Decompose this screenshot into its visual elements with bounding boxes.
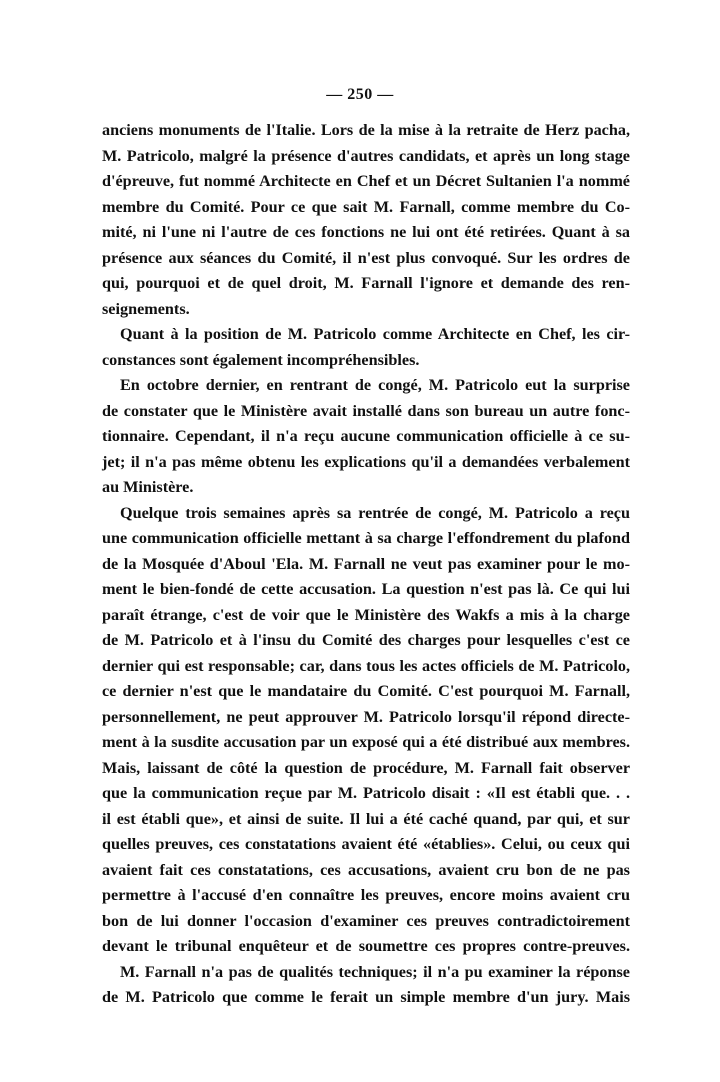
text-line: tionnaire. Cependant, il n'a reçu aucune communication officielle à ce su- xyxy=(102,427,630,445)
text-line: M. Patricolo, malgré la présence d'autres candidats, et après un long stage xyxy=(102,146,630,165)
text-line: de M. Patricolo et à l'insu du Comité des charges pour lesquelles c'est ce xyxy=(102,631,630,649)
text-line: une communication officielle mettant à sa charge l'effondrement du plafond xyxy=(102,529,630,547)
text-line: ment le bien-fondé de cette accusation. La question n'est pas là. Ce qui lui xyxy=(102,580,630,598)
text-line: dernier qui est responsable; car, dans tous les actes officiels de M. Patricolo, xyxy=(102,656,630,675)
text-line: de constater que le Ministère avait installé dans son bureau un autre fonc- xyxy=(102,401,630,420)
text-line: Quant à la position de M. Patricolo comme Architecte en Chef, les cir- xyxy=(120,325,630,343)
text-line: permettre à l'accusé d'en connaître les preuves, encore moins avaient cru xyxy=(102,886,630,904)
text-line: que la communication reçue par M. Patricolo disait : «Il est établi que. . . xyxy=(102,784,630,802)
page-number: — 250 — xyxy=(326,86,394,103)
text-line: quelles preuves, ces constatations avaient été «établies». Celui, ou ceux qui xyxy=(102,835,630,853)
text-line: anciens monuments de l'Italie. Lors de la mise à la retraite de Herz pacha, xyxy=(102,121,630,139)
text-line: Mais, laissant de côté la question de procédure, M. Farnall fait observer xyxy=(102,758,630,777)
text-line: devant le tribunal enquêteur et de soumettre ces propres contre-preuves. xyxy=(102,937,630,955)
text-line: seignements. xyxy=(102,299,190,318)
text-line: au Ministère. xyxy=(102,478,194,496)
text-line: Quelque trois semaines après sa rentrée de congé, M. Patricolo a reçu xyxy=(120,503,630,522)
text-line: ce dernier n'est que le mandataire du Comité. C'est pourquoi M. Farnall, xyxy=(102,682,630,700)
text-line: de M. Patricolo que comme le ferait un simple membre d'un jury. Mais xyxy=(102,988,630,1006)
text-line: d'épreuve, fut nommé Architecte en Chef et un Décret Sultanien l'a nommé xyxy=(102,172,630,190)
text-line: ment à la susdite accusation par un exposé qui a été distribué aux membres. xyxy=(102,733,630,751)
text-line: M. Farnall n'a pas de qualités techniques; il n'a pu examiner la réponse xyxy=(120,962,630,981)
text-line: jet; il n'a pas même obtenu les explications qu'il a demandées verbalement xyxy=(102,452,630,471)
text-line: mité, ni l'une ni l'autre de ces fonctions ne lui ont été retirées. Quant à sa xyxy=(102,223,630,241)
text-line: avaient fait ces constatations, ces accusations, avaient cru bon de ne pas xyxy=(102,860,630,879)
text-line: membre du Comité. Pour ce que sait M. Farnall, comme membre du Co- xyxy=(102,197,630,216)
body-text xyxy=(102,118,630,1011)
text-line: de la Mosquée d'Aboul 'Ela. M. Farnall ne veut pas examiner pour le mo- xyxy=(102,554,630,573)
text-line: qui, pourquoi et de quel droit, M. Farnall l'ignore et demande des ren- xyxy=(102,274,630,292)
text-line: paraît étrange, c'est de voir que le Ministère des Wakfs a mis à la charge xyxy=(102,605,630,624)
text-line: En octobre dernier, en rentrant de congé, M. Patricolo eut la surprise xyxy=(120,376,630,394)
text-line: il est établi que», et ainsi de suite. Il lui a été caché quand, par qui, et sur xyxy=(102,809,630,828)
text-line: présence aux séances du Comité, il n'est plus convoqué. Sur les ordres de xyxy=(102,248,630,267)
text-line: constances sont également incompréhensibles. xyxy=(102,350,420,369)
text-line: bon de lui donner l'occasion d'examiner ces preuves contradictoirement xyxy=(102,911,630,930)
text-line: personnellement, ne peut approuver M. Patricolo lorsqu'il répond directe- xyxy=(102,707,630,726)
